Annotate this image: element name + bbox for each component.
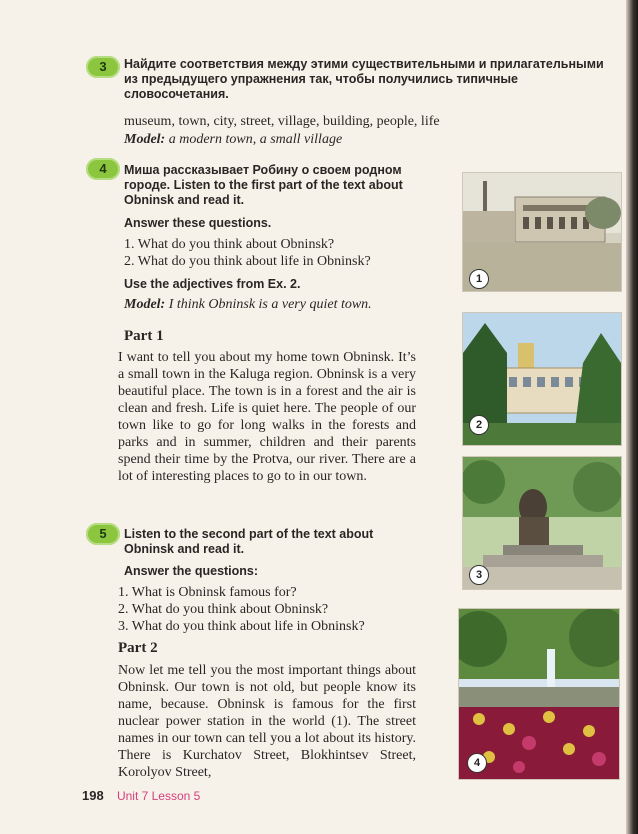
part-2-title: Part 2 [118,640,158,656]
part-2-text: Now let me tell you the most important things about Obninsk. Our town is not old, but people know its name, because. Obninsk is famous for the first nuclear power station in the world (1). The street names in our town can tell you a lot about its history. There is Kurchatov Street, Blokhintsev Street, Korolyov Street, [118,663,416,780]
exercise-5-instruction: Listen to the second part of the text about Obninsk and read it. [124,527,374,556]
exercise-5-question-3: 3. What do you think about life in Obninsk? [118,619,365,634]
photo-1-number: 1 [469,269,489,289]
part-1-text: I want to tell you about my home town Obninsk. It’s a small town in the Kaluga region. Obninsk is a very beautiful place. The town is in a forest and the air is clean and fresh. Life is quiet here. The people of our town like to go for long walks in the forests and parks and in summer, children and their parents spend their time by the Protva, our river. There are a lot of interesting places to go to in our town. [118,350,416,484]
exercise-4-use-adjectives: Use the adjectives from Ex. 2. [124,277,301,291]
photo-4-number: 4 [467,753,487,773]
exercise-4-badge: 4 [86,158,120,180]
unit-lesson: Unit 7 Lesson 5 [116,789,201,803]
park-fountain-photo [458,608,620,780]
model-text: I think Obninsk is a very quiet town. [168,297,372,312]
exercise-5-question-1: 1. What is Obninsk famous for? [118,585,297,600]
photo-3-number: 3 [469,565,489,585]
page-edge [626,0,638,834]
model-label: Model: [124,132,166,147]
exercise-4-question-1: 1. What do you think about Obninsk? [124,237,335,252]
exercise-3-words: museum, town, city, street, village, building, people, life [124,114,440,129]
exercise-5-question-2: 2. What do you think about Obninsk? [118,602,329,617]
monument-photo [462,456,622,590]
part-1-title: Part 1 [124,328,164,344]
exercise-5-answer-heading: Answer the questions: [124,564,259,578]
exercise-5-badge: 5 [86,523,120,545]
exercise-4-answer-heading: Answer these questions. [124,216,272,230]
page-footer [82,788,200,804]
model-label: Model: [124,297,166,312]
page-number: 198 [82,788,104,803]
exercise-3-badge: 3 [86,56,120,78]
exercise-4-model [124,296,444,313]
exercise-3-model [124,131,604,148]
exercise-4-instruction: Миша рассказывает Робину о своем родном городе. Listen to the first part of the text about Obninsk and read it. [124,163,403,207]
model-text: a modern town, a small village [168,132,343,147]
nuclear-station-photo [462,172,622,292]
exercise-3-instruction: Найдите соответствия между этими существительными и прилагательными из предыдущего упражнения так, чтобы получились типичные словосочетания. [124,57,604,101]
exercise-4-question-2: 2. What do you think about life in Obninsk? [124,254,371,269]
photo-2-number: 2 [469,415,489,435]
building-with-tower-photo [462,312,622,446]
